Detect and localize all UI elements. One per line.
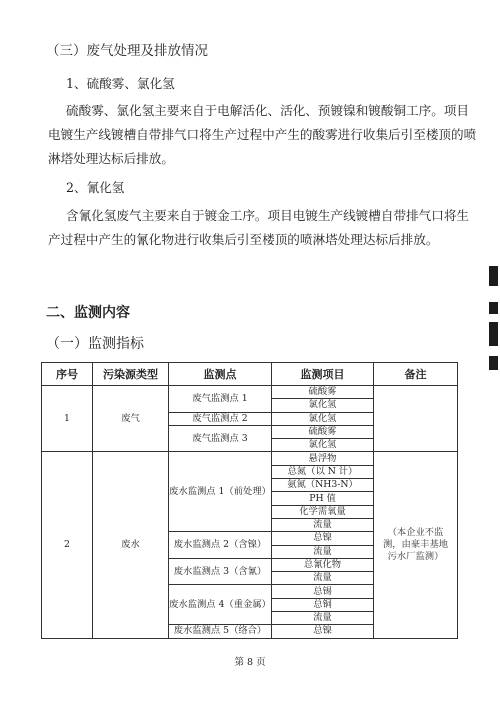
item2-title: 2、氰化氢 xyxy=(66,180,125,195)
paragraph-line: 产过程中产生的氰化物进行收集后引至楼顶的喷淋塔处理达标后排放。 xyxy=(48,232,439,247)
monitoring-item: 硫酸雾 xyxy=(272,386,374,399)
monitoring-item: 悬浮物 xyxy=(272,452,374,465)
monitoring-item: 流量 xyxy=(272,545,374,558)
table-row xyxy=(42,452,458,465)
monitoring-item: 流量 xyxy=(272,518,374,531)
monitoring-item: 流量 xyxy=(272,572,374,585)
subheading-indicators: （一）监测指标 xyxy=(46,336,144,352)
monitoring-item: 氯化氢 xyxy=(272,439,374,452)
monitoring-item: PH 值 xyxy=(272,492,374,505)
scan-edge-mark xyxy=(489,266,498,286)
remark-cell xyxy=(374,386,458,452)
section-heading-monitoring: 二、监测内容 xyxy=(46,305,130,321)
table-row xyxy=(42,386,458,399)
monitoring-point: 废水监测点 2（含镍） xyxy=(169,532,272,559)
monitoring-item: 总镍 xyxy=(272,625,374,638)
scan-edge-mark xyxy=(489,322,498,346)
monitoring-item: 总氰化物 xyxy=(272,558,374,571)
table-header-row xyxy=(42,363,458,386)
monitoring-point: 废水监测点 3（含氰） xyxy=(169,558,272,585)
monitoring-item: 总镍 xyxy=(272,532,374,545)
header-cell: 监测项目 xyxy=(272,363,374,386)
row-number: 2 xyxy=(42,452,93,638)
header-cell: 监测点 xyxy=(169,363,272,386)
monitoring-point: 废水监测点 5（络合） xyxy=(169,625,272,638)
paragraph-line: 淋塔处理达标后排放。 xyxy=(48,151,174,166)
section-heading-waste-gas: （三）废气处理及排放情况 xyxy=(46,43,208,59)
remark-note: （本企业不监测，由豪丰基地污水厂监测） xyxy=(374,452,458,638)
paragraph-line: 含氰化氢废气主要来自于镀金工序。项目电镀生产线镀槽自带排气口将生 xyxy=(66,208,469,223)
monitoring-item: 总铜 xyxy=(272,598,374,611)
monitoring-item: 总锡 xyxy=(272,585,374,598)
monitoring-point: 废气监测点 2 xyxy=(169,412,272,425)
header-cell: 污染源类型 xyxy=(93,363,169,386)
monitoring-item: 氯化氢 xyxy=(272,412,374,425)
monitoring-item: 氨氮（NH3-N） xyxy=(272,479,374,492)
source-type: 废水 xyxy=(93,452,169,638)
header-cell: 序号 xyxy=(42,363,93,386)
paragraph-line: 硫酸雾、氯化氢主要来自于电解活化、活化、预镀镍和镀酸铜工序。项目 xyxy=(66,103,469,118)
monitoring-item: 化学需氧量 xyxy=(272,505,374,518)
page-number: 第 8 页 xyxy=(234,657,266,668)
paragraph-line: 电镀生产线镀槽自带排气口将生产过程中产生的酸雾进行收集后引至楼顶的喷 xyxy=(48,127,477,142)
item1-title: 1、硫酸雾、氯化氢 xyxy=(66,76,175,91)
monitoring-item: 氯化氢 xyxy=(272,399,374,412)
monitoring-point: 废气监测点 1 xyxy=(169,386,272,413)
monitoring-point: 废水监测点 1（前处理） xyxy=(169,452,272,532)
monitoring-item: 硫酸雾 xyxy=(272,425,374,438)
monitoring-point: 废气监测点 3 xyxy=(169,425,272,452)
monitoring-indicators-table xyxy=(41,362,458,639)
header-cell: 备注 xyxy=(374,363,458,386)
source-type: 废气 xyxy=(93,386,169,452)
scan-edge-mark xyxy=(489,302,498,314)
row-number: 1 xyxy=(42,386,93,452)
monitoring-point: 废水监测点 4（重金属） xyxy=(169,585,272,625)
scan-edge-mark xyxy=(489,356,498,370)
monitoring-item: 总氮（以 N 计） xyxy=(272,465,374,478)
monitoring-item: 流量 xyxy=(272,612,374,625)
